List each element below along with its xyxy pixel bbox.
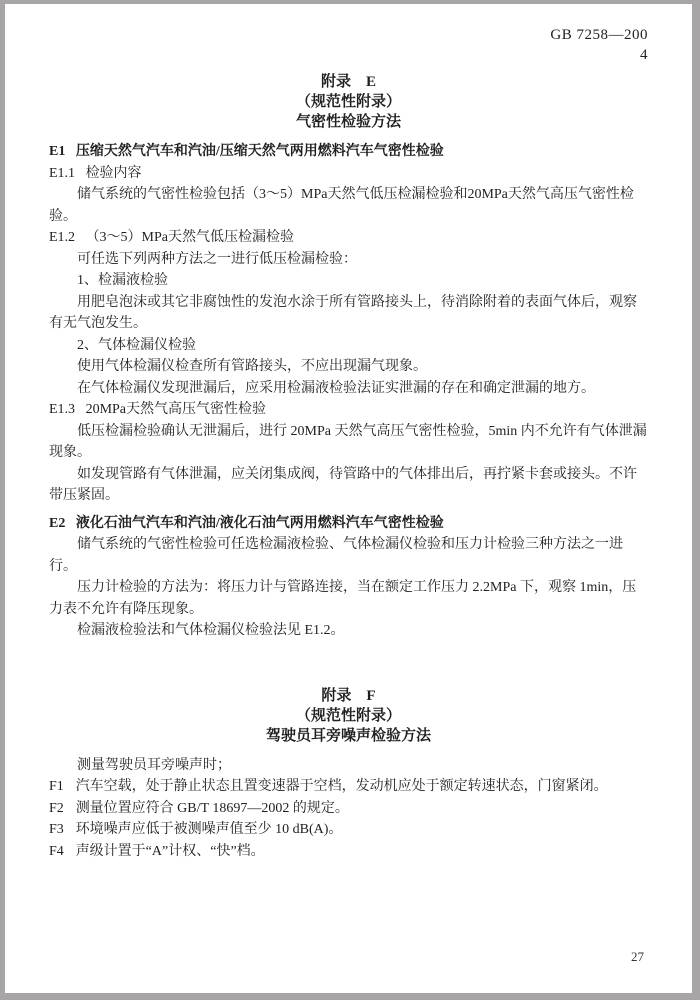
paragraph: 测量驾驶员耳旁噪声时； <box>77 757 231 773</box>
paragraph: 在气体检漏仪发现泄漏后，应采用检漏液检验法证实泄漏的存在和确定泄漏的地方。 <box>77 380 595 396</box>
page-number: 27 <box>631 949 644 964</box>
appendix-f-name: 驾驶员耳旁噪声检验方法 <box>265 727 431 744</box>
clause-text: 声级计置于“A”计权、“快”档。 <box>75 843 265 859</box>
appendix-f-title-block <box>49 686 648 746</box>
section-number: E1.3 <box>49 402 76 417</box>
paragraph: 储气系统的气密性检验包括（3～5）MPa天然气低压检漏检验和20MPa天然气高压气密性检验。 <box>49 187 634 224</box>
section-title: 20MPa天然气高压气密性检验 <box>85 402 267 417</box>
appendix-e-name: 气密性检验方法 <box>295 114 401 130</box>
clause-f3 <box>49 819 648 841</box>
appendix-e-title: 附录 E <box>320 74 376 90</box>
doc-number-line2: 4 <box>640 47 648 63</box>
section-title: 液化石油气汽车和汽油/液化石油气两用燃料汽车气密性检验 <box>75 515 444 531</box>
list-item: 2、气体检漏仪检验 <box>77 337 196 353</box>
document-page <box>5 4 692 993</box>
doc-number <box>49 4 648 65</box>
section-number: E1.2 <box>49 230 76 245</box>
paragraph: 储气系统的气密性检验可任选检漏液检验、气体检漏仪检验和压力计检验三种方法之一进行。 <box>49 537 623 574</box>
clause-f4 <box>49 841 648 863</box>
section-title: 检验内容 <box>85 165 142 181</box>
section-number: E1 <box>49 144 66 159</box>
clause-f1 <box>49 776 648 798</box>
list-item: 1、检漏液检验 <box>77 273 168 288</box>
appendix-f-title: 附录 F <box>321 687 376 704</box>
appendix-f-subtitle: （规范性附录） <box>295 707 401 724</box>
clause-text: 环境噪声应低于被测噪声值至少 10 dB(A)。 <box>75 822 343 837</box>
section-title: 压缩天然气汽车和汽油/压缩天然气两用燃料汽车气密性检验 <box>75 144 444 159</box>
clause-text: 汽车空载，处于静止状态且置变速器于空档，发动机应处于额定转速状态，门窗紧闭。 <box>75 779 608 794</box>
paragraph: 检漏液检验法和气体检漏仪检验法见 E1.2。 <box>77 623 345 638</box>
section-heading-e2 <box>49 513 648 535</box>
appendix-e-subtitle: （规范性附录） <box>295 94 401 110</box>
page-content <box>5 4 692 862</box>
paragraph: 如发现管路有气体泄漏，应关闭集成阀，待管路中的气体排出后，再拧紧卡套或接头。不许带压紧固。 <box>49 466 637 503</box>
section-heading-e1-1 <box>49 163 648 185</box>
doc-number-line1: GB 7258—200 <box>550 27 648 43</box>
clause-text: 测量位置应符合 GB/T 18697—2002 的规定。 <box>75 800 349 816</box>
section-title: （3～5）MPa天然气低压检漏检验 <box>85 230 295 245</box>
appendix-e-title-block <box>49 72 648 132</box>
paragraph: 低压检漏检验确认无泄漏后，进行 20MPa 天然气高压气密性检验，5min 内不允许有气体泄漏现象。 <box>49 423 647 460</box>
section-number: E2 <box>49 515 66 531</box>
section-heading-e1 <box>49 141 648 163</box>
paragraph: 可任选下列两种方法之一进行低压检漏检验： <box>77 251 357 267</box>
clause-number: F4 <box>49 843 64 859</box>
section-number: E1.1 <box>49 165 76 181</box>
clause-number: F1 <box>49 779 64 794</box>
section-heading-e1-3 <box>49 399 648 421</box>
section-heading-e1-2 <box>49 227 648 249</box>
clause-number: F3 <box>49 822 64 837</box>
clause-number: F2 <box>49 800 64 816</box>
clause-f2 <box>49 798 648 820</box>
paragraph: 用肥皂泡沫或其它非腐蚀性的发泡水涂于所有管路接头上，待消除附着的表面气体后，观察有无气泡发生。 <box>49 294 637 331</box>
paragraph: 压力计检验的方法为：将压力计与管路连接，当在额定工作压力 2.2MPa 下，观察 1min，压力表不允许有降压现象。 <box>49 580 637 617</box>
paragraph: 使用气体检漏仪检查所有管路接头，不应出现漏气现象。 <box>77 359 427 374</box>
